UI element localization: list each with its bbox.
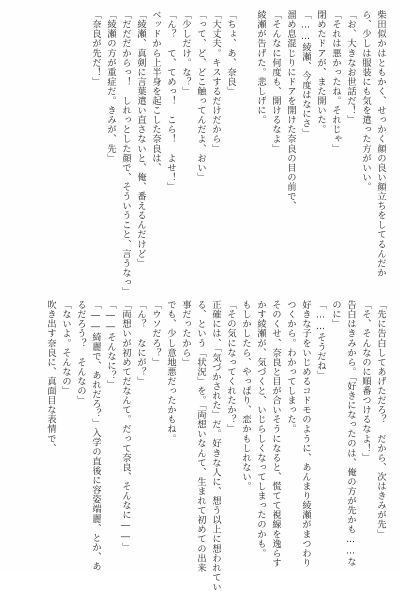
text-line: 「ん？ て、てめっ！ こら！ よせ！」 [165, 10, 176, 192]
text-line: 「それは悪かったね。それじゃ」 [330, 10, 341, 154]
text-line: 「――綺麗で、あれだろ？」入学の直後に容姿端麗、とか、あ [90, 300, 101, 571]
text-line: 「お、大きなお世話だ！」 [345, 10, 356, 125]
text-line: 閉めたドアが、また開いた。 [315, 10, 326, 135]
text-line: 告白はきみから。「好きになったのは、俺の方が先かも……な [345, 300, 356, 567]
text-line: 溜め息混じりにドアを開けた奈良の目の前で、 [285, 10, 296, 211]
text-line: 「綾瀬の方が重症だ。きみが、先」 [105, 10, 116, 163]
text-line: 柴田似かはともかく、せっかく顔の良い顔立ちをしてるんだか [375, 10, 386, 278]
text-line: 「大丈夫。キスするだけだから」 [210, 10, 221, 154]
text-line: 「……そうだね」 [315, 300, 326, 380]
text-line: そのくせ、奈良と目が合いそうになると、慌てて視線を逸らす [270, 300, 281, 568]
text-line: 「少しだけ。な？」 [180, 10, 191, 96]
text-line: 好きな子をいじめるコドモのように、あんまり綾瀬がまつわり [300, 300, 311, 568]
text-line: 正確には、「気づかされた」だ。好きな人に、想う以上に想われてい [210, 300, 221, 591]
text-line: かす綾瀬が、気づくと、いじらしくなってしまったのかも。 [255, 300, 266, 558]
text-line: る、という「状況」を。「両想いなんて、生まれて初めての出来 [195, 300, 206, 573]
text-line: 「ちょ、あ、奈良」 [225, 10, 236, 96]
text-line: でも、少し意地悪だったかもね。 [165, 300, 176, 444]
text-line: ら、少しは服装にも気を遣った方がいい。 [360, 10, 371, 192]
text-line: 「そ、そんなのに順番つけるなよ！」 [360, 300, 371, 463]
text-line: 「そんなに何度も、開けるなよ」 [270, 10, 281, 154]
text-line: 綾瀬が告げた。悲しげに。 [255, 10, 266, 125]
text-line: のに」 [330, 300, 341, 329]
text-line: 「先に告白してあげただろ？ だから、次はきみが先」 [375, 300, 386, 539]
bottom-text-block [40, 300, 386, 591]
text-line: 吹き出す奈良に、真面目な表情で、 [45, 300, 56, 453]
text-line: 「綾瀬、真剣に言葉遣い直さないと、俺、番えるんだけど」 [135, 10, 146, 268]
text-line: ベッドから上半身を起こした奈良は、 [150, 10, 161, 173]
top-text-block [40, 10, 386, 297]
text-line: 「……綾瀬、今度はなにさ」 [300, 10, 311, 138]
text-line: 「ないよ。そんなの」 [60, 300, 71, 396]
text-line: 「ウソだろ？」 [150, 300, 161, 367]
text-line: るだろう？ そんなの」 [75, 300, 86, 406]
text-line: 「ん？ なにが？」 [135, 300, 146, 386]
text-line: つくから。わかってしまった。 [285, 300, 296, 434]
text-line: 「両想いが初めてだなんて。だって奈良、そんなに――」 [120, 300, 131, 552]
text-line: 「――そんなに？」 [105, 300, 116, 390]
text-line: 「だだだからっ！ しれっとした顔で、そういうこと、言うなっ」 [120, 10, 131, 297]
text-line: 「って、ど、どこ触ってんだよ、おい」 [195, 10, 206, 182]
text-line: 「その気になってくれたか？」 [225, 300, 236, 434]
text-line: 事だったから」 [180, 300, 191, 367]
text-line: もしかしたら、やっぱり、恋かもしれない。 [240, 300, 251, 491]
text-line: 「奈良が先だ！」 [90, 10, 101, 87]
